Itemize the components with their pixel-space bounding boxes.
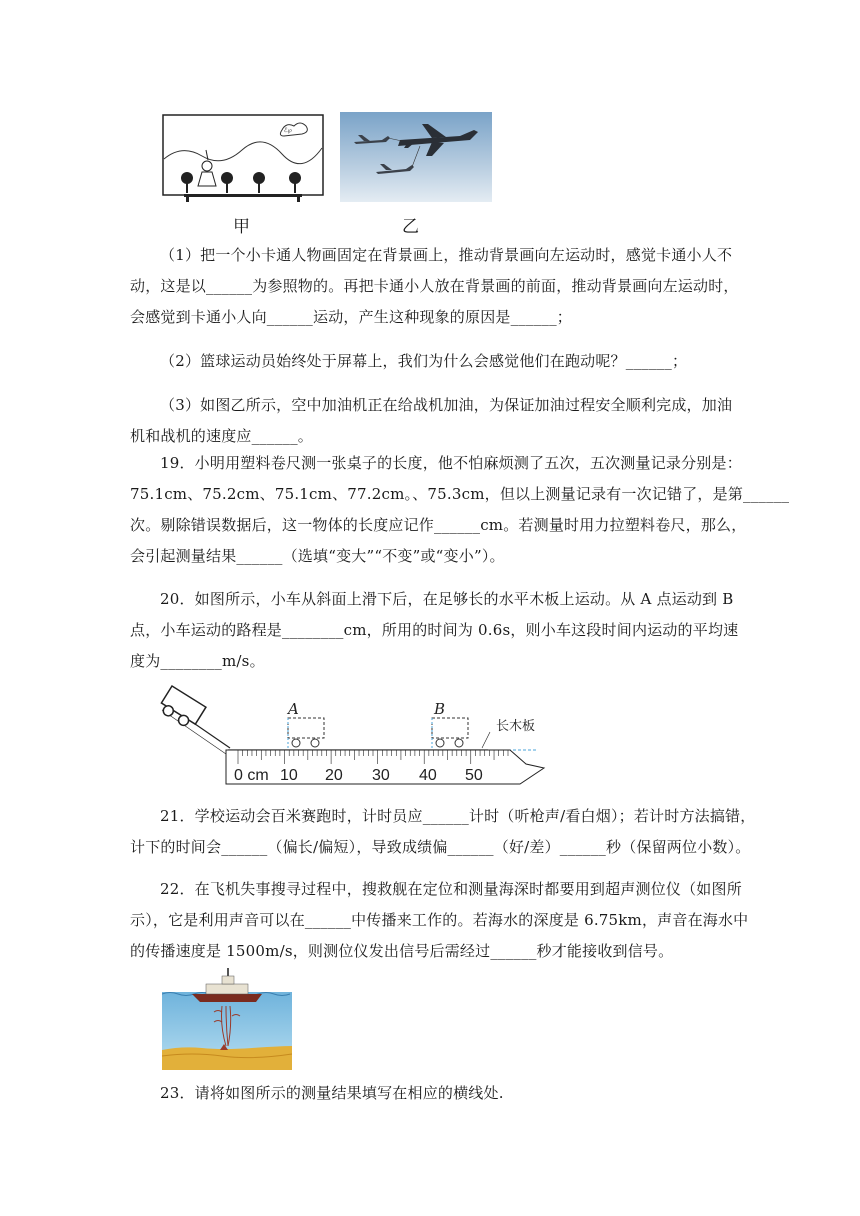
ruler-board-label: 长木板 xyxy=(496,719,536,734)
q21-line2: 计下的时间会______（偏长/偏短），导致成绩偏______（好/差）______秒（保留两位小数）。 xyxy=(130,838,751,856)
ruler-tick-50: 50 xyxy=(465,767,483,784)
question-22 xyxy=(130,874,749,967)
q18-part1-line3: 会感觉到卡通小人向______运动，产生这种现象的原因是______； xyxy=(130,308,573,326)
q18-part1 xyxy=(130,240,739,333)
q20-line1: 20．如图所示，小车从斜面上滑下后，在足够长的水平木板上运动。从 A 点运动到 B xyxy=(160,590,734,608)
question-21 xyxy=(130,801,756,863)
q23-line1: 23．请将如图所示的测量结果填写在相应的横线处. xyxy=(160,1084,504,1102)
q18-part3-line1: （3）如图乙所示，空中加油机正在给战机加油，为保证加油过程安全顺利完成，加油 xyxy=(160,396,733,414)
ruler-tick-30: 30 xyxy=(372,767,390,784)
q22-line1: 22．在飞机失事搜寻过程中，搜救舰在定位和测量海深时都要用到超声测位仪（如图所 xyxy=(160,880,742,898)
q18-part2 xyxy=(130,346,730,377)
q18-part2-line1: （2）篮球运动员始终处于屏幕上，我们为什么会感觉他们在跑动呢？______； xyxy=(160,352,688,370)
q19-line2: 75.1cm、75.2cm、75.1cm、77.2cm。、75.3cm，但以上测量记录有一次记错了，是第______ xyxy=(130,485,790,503)
ruler-point-A: A xyxy=(288,700,299,718)
q20-line3: 度为________m/s。 xyxy=(130,652,265,670)
ruler-tick-40: 40 xyxy=(419,767,437,784)
q21-line1: 21．学校运动会百米赛跑时，计时员应______计时（听枪声/看白烟）；若计时方法搞错， xyxy=(160,807,756,825)
ruler-unit-label: 0 cm xyxy=(234,767,269,784)
question-19 xyxy=(130,448,790,572)
ruler-tick-10: 10 xyxy=(280,767,298,784)
figure-jia-cartoon xyxy=(162,114,324,204)
q22-line3: 的传播速度是 1500m/s，则测位仪发出信号后需经过______秒才能接收到信号。 xyxy=(130,942,674,960)
q18-part1-line1: （1）把一个小卡通人物画固定在背景画上，推动背景画向左运动时，感觉卡通小人不 xyxy=(160,246,733,264)
figure-sonar-ship xyxy=(162,966,292,1070)
figure-yi-refueling-photo xyxy=(340,112,492,202)
svg-text:ℰ℘: ℰ℘ xyxy=(284,127,292,134)
q19-line3: 次。剔除错误数据后，这一物体的长度应记作______cm。若测量时用力拉塑料卷尺，那么， xyxy=(130,516,747,534)
q18-part1-line2: 动，这是以______为参照物的。再把卡通小人放在背景画的前面，推动背景画向左运动时， xyxy=(130,277,739,295)
question-23 xyxy=(130,1078,730,1109)
q18-part3-line2: 机和战机的速度应______。 xyxy=(130,427,314,445)
question-20 xyxy=(130,584,739,677)
q19-line4: 会引起测量结果______（选填“变大”“不变”或“变小”）。 xyxy=(130,547,505,565)
ruler-point-B: B xyxy=(434,700,446,718)
q19-line1: 19．小明用塑料卷尺测一张桌子的长度，他不怕麻烦测了五次，五次测量记录分别是： xyxy=(160,454,742,472)
figure-jia-caption: 甲 xyxy=(233,217,250,237)
ruler-tick-20: 20 xyxy=(325,767,343,784)
figure-yi-caption: 乙 xyxy=(402,217,419,237)
incline-car xyxy=(160,686,206,731)
q22-line2: 示），它是利用声音可以在______中传播来工作的。若海水的深度是 6.75km，声音在海水中 xyxy=(130,911,749,929)
q18-part3 xyxy=(130,390,733,452)
q20-line2: 点，小车运动的路程是________cm，所用的时间为 0.6s，则小车这段时间内运动的平均速 xyxy=(130,621,739,639)
figure-ruler-incline xyxy=(160,684,560,794)
